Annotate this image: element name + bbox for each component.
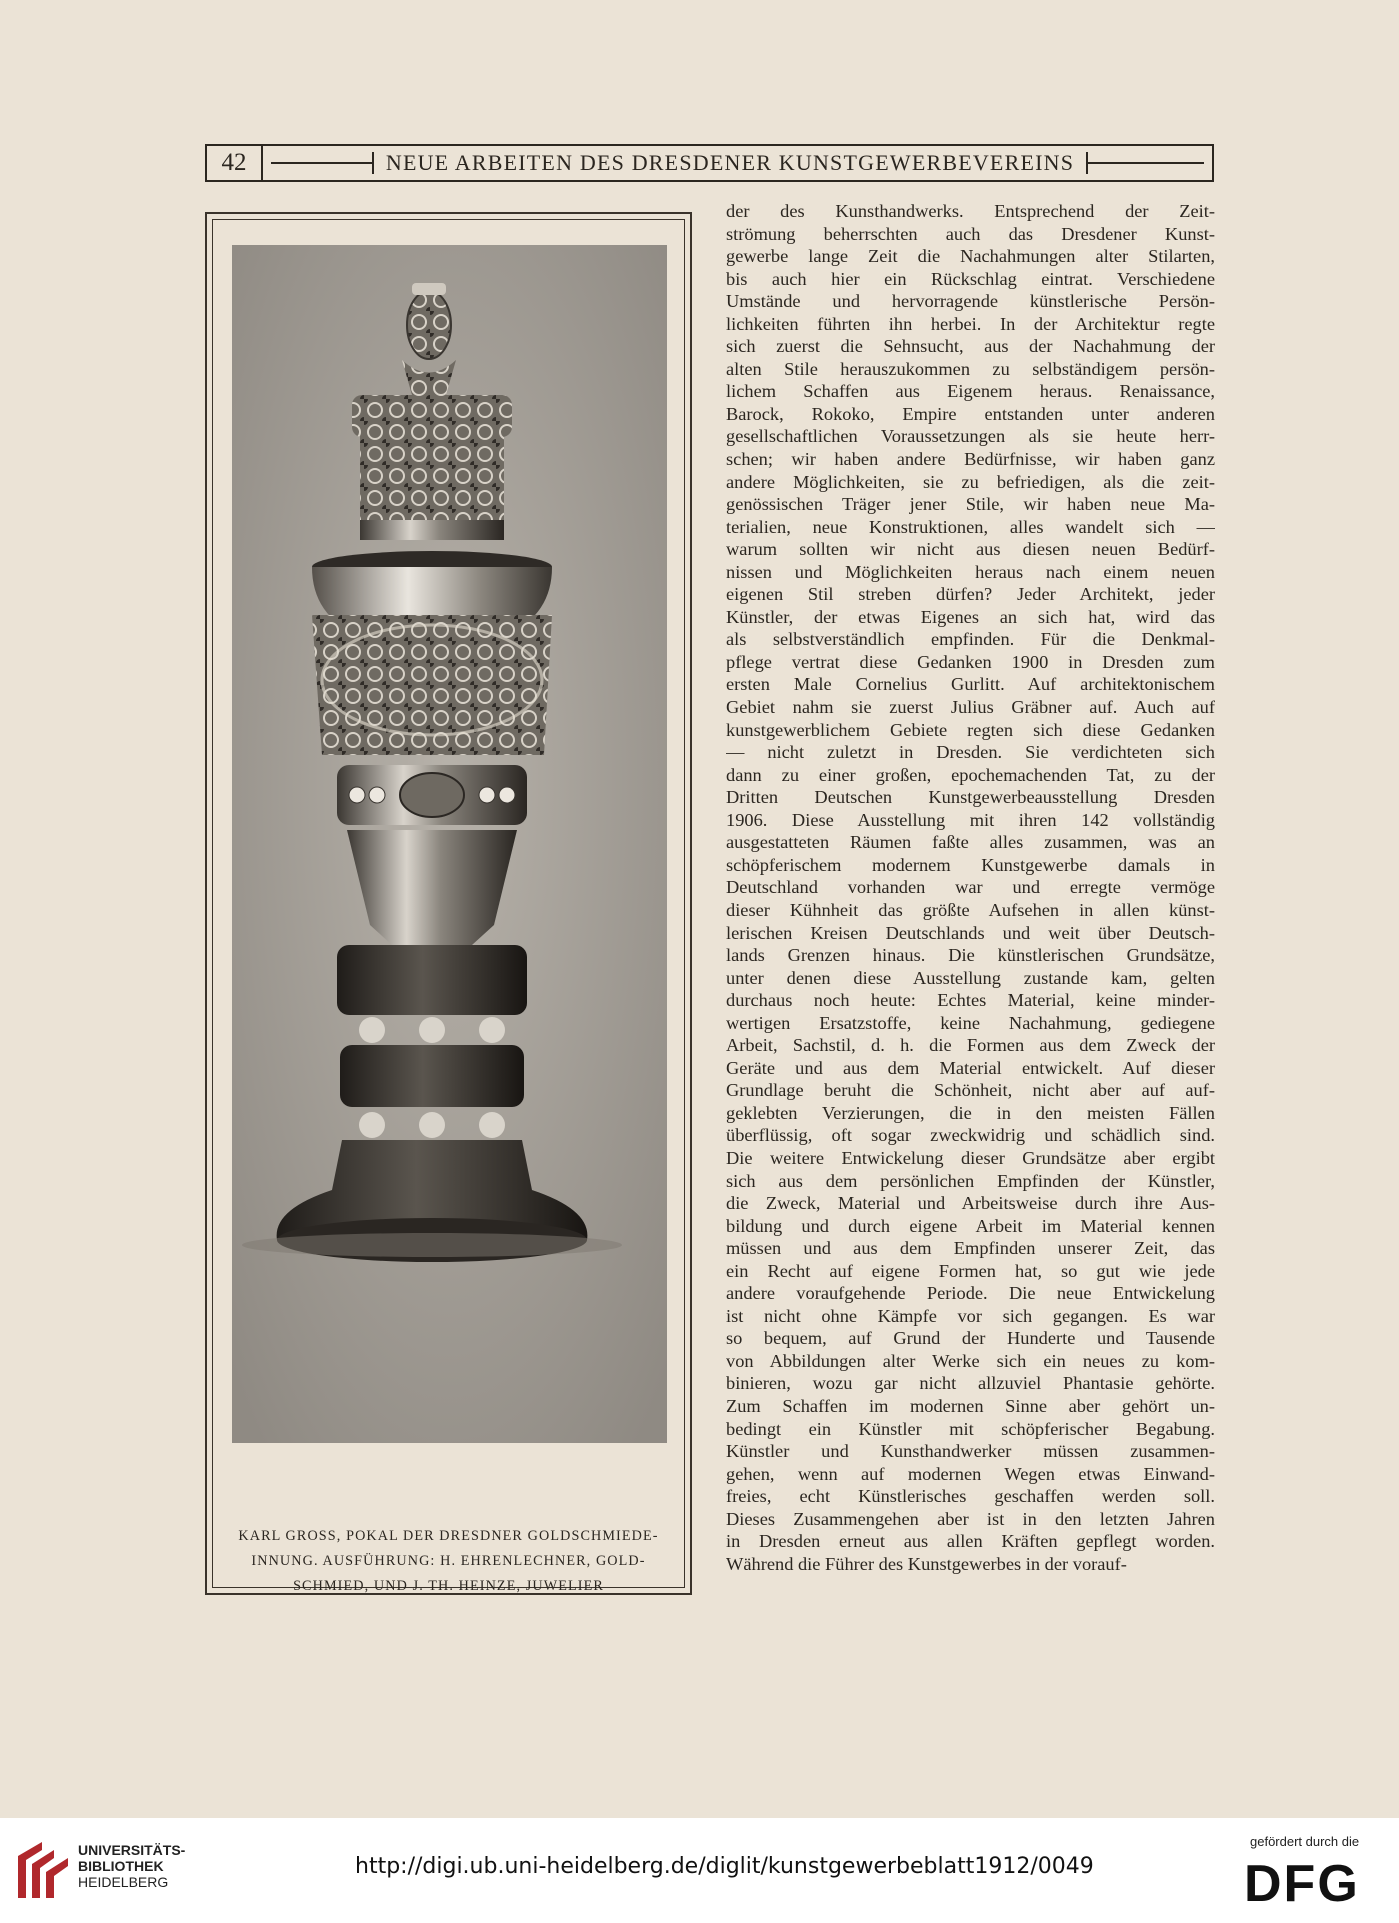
body-text-line: — nicht zuletzt in Dresden. Sie verdichteten sich (726, 742, 1215, 763)
body-text-line: geklebten Verzierungen, die in den meisten Fällen (726, 1102, 1215, 1123)
body-text-line: ist nicht ohne Kämpfe vor sich gegangen. Es war (726, 1305, 1215, 1326)
body-text-line: Arbeit, Sachstil, d. h. die Formen aus dem Zweck der (726, 1035, 1215, 1056)
body-text-line: in Dresden erneut aus allen Kräften gepflegt worden. (726, 1531, 1215, 1552)
body-text-line: dann zu einer großen, epochemachenden Tat, zu der (726, 764, 1215, 785)
figure-caption (215, 1524, 682, 1599)
body-text-line: schöpferischem modernem Kunstgewerbe damals in (726, 854, 1215, 875)
body-text-line: Die weitere Entwickelung dieser Grundsätze aber ergibt (726, 1147, 1215, 1168)
library-line: UNIVERSITÄTS- (78, 1842, 186, 1858)
library-line: BIBLIOTHEK (78, 1858, 164, 1874)
body-text-line: ausgestatteten Räumen faßte alles zusammen, was an (726, 832, 1215, 853)
body-text-line: müssen und aus dem Empfinden unserer Zeit, das (726, 1238, 1215, 1259)
body-text-line: überflüssig, oft sogar zweckwidrig und schädlich sind. (726, 1125, 1215, 1146)
body-text-line: Dieses Zusammengehen aber ist in den letzten Jahren (726, 1508, 1215, 1529)
body-text-line: terialien, neue Konstruktionen, alles wandelt sich — (726, 516, 1215, 537)
body-text-line: schen; wir haben andere Bedürfnisse, wir haben ganz (726, 449, 1215, 470)
body-text-line: wertigen Ersatzstoffe, keine Nachahmung, gediegene (726, 1012, 1215, 1033)
header-title: NEUE ARBEITEN DES DRESDENER KUNSTGEWERBEVEREINS (385, 150, 1075, 175)
body-text-line: ersten Male Cornelius Gurlitt. Auf architektonischem (726, 674, 1215, 695)
body-text-line: lands Grenzen hinaus. Die künstlerischen Grundsätze, (726, 945, 1215, 966)
caption-line: SCHMIED, UND J. TH. HEINZE, JUWELIER (293, 1578, 604, 1594)
body-text-line: warum sollten wir nicht aus diesen neuen Bedürf- (726, 539, 1215, 560)
goblet-illustration (232, 245, 667, 1443)
body-text-line: dieser Kühnheit das größte Aufsehen in allen künst- (726, 899, 1215, 920)
body-text-line: gehen, wenn auf modernen Wegen etwas Einwand- (726, 1463, 1215, 1484)
body-text-line: als selbstverständlich empfinden. Für die Denkmal- (726, 629, 1215, 650)
body-text-line: gewerbe lange Zeit die Nachahmungen alter Stilarten, (726, 246, 1215, 267)
header-rule-left (271, 162, 374, 164)
body-text-line: Künstler und Kunsthandwerker müssen zusammen- (726, 1441, 1215, 1462)
body-text-line: bis auch hier ein Rückschlag eintrat. Verschiedene (726, 268, 1215, 289)
body-text-line: alten Stile herauszukommen zu selbständigem persön- (726, 358, 1215, 379)
body-text-line: sich zuerst die Sehnsucht, aus der Nachahmung der (726, 336, 1215, 357)
body-text-line: genössischen Träger jener Stile, wir haben neue Ma- (726, 494, 1215, 515)
digitization-footer (0, 1818, 1399, 1923)
body-text-line: unter denen diese Ausstellung zustande kam, gelten (726, 967, 1215, 988)
university-library-logo-icon (14, 1838, 72, 1902)
body-text-line: durchaus noch heute: Echtes Material, keine minder- (726, 990, 1215, 1011)
body-text-line: andere Möglichkeiten, sie zu befriedigen, als die zeit- (726, 471, 1215, 492)
dfg-logo: DFG (1244, 1855, 1360, 1913)
university-library-name (78, 1842, 185, 1890)
body-text-line: Künstler, der etwas Eigenes an sich hat, wird das (726, 606, 1215, 627)
body-text-line: bedingt ein Künstler mit schöpferischer Begabung. (726, 1418, 1215, 1439)
header-rule-right (1086, 162, 1204, 164)
body-text-line: sich aus dem persönlichen Empfinden der Künstler, (726, 1170, 1215, 1191)
body-text-line: lichkeiten führten ihn herbei. In der Architektur regte (726, 313, 1215, 334)
body-text-line: Dritten Deutschen Kunstgewerbeausstellung Dresden (726, 787, 1215, 808)
page-number: 42 (207, 146, 263, 180)
body-text-line: der des Kunsthandwerks. Entsprechend der Zeit- (726, 201, 1215, 221)
body-text-line: Während die Führer des Kunstgewerbes in der vorauf- (726, 1553, 1127, 1574)
body-text-line: kunstgewerblichem Gebiete regten sich diese Gedanken (726, 719, 1215, 740)
goblet-photograph (232, 245, 667, 1443)
body-text-line: Umstände und hervorragende künstlerische Persön- (726, 291, 1215, 312)
caption-line: INNUNG. AUSFÜHRUNG: H. EHRENLECHNER, GOLD- (251, 1553, 646, 1569)
body-text-line: von Abbildungen alter Werke sich ein neues zu kom- (726, 1350, 1215, 1371)
body-text-line: Deutschland vorhanden war und erregte vermöge (726, 877, 1215, 898)
body-text-line: lerischen Kreisen Deutschlands und weit über Deutsch- (726, 922, 1215, 943)
body-text-line: andere voraufgehende Periode. Die neue Entwickelung (726, 1283, 1215, 1304)
body-text-line: ein Recht auf eigene Formen hat, so gut wie jede (726, 1260, 1215, 1281)
digitization-url[interactable]: http://digi.ub.uni-heidelberg.de/diglit/kunstgewerbeblatt1912/0049 (355, 1854, 1094, 1879)
body-text-line: strömung beherrschten auch das Dresdener Kunst- (726, 223, 1215, 244)
body-text-line: binieren, wozu gar nicht allzuviel Phantasie gehörte. (726, 1373, 1215, 1394)
caption-line: KARL GROSS, POKAL DER DRESDNER GOLDSCHMIEDE- (238, 1528, 659, 1544)
body-text-line: nissen und Möglichkeiten heraus nach einem neuen (726, 561, 1215, 582)
body-text-line: so bequem, auf Grund der Hunderte und Tausende (726, 1328, 1215, 1349)
body-text-line: Gebiet nahm sie zuerst Julius Gräbner auf. Auch auf (726, 697, 1215, 718)
body-text-line: pflege vertrat diese Gedanken 1900 in Dresden zum (726, 651, 1215, 672)
funder-note: gefördert durch die (1250, 1834, 1360, 1849)
body-text-line: Barock, Rokoko, Empire entstanden unter anderen (726, 403, 1215, 424)
body-text-line: freies, echt Künstlerisches geschaffen werden soll. (726, 1486, 1215, 1507)
body-text-column (726, 200, 1215, 1575)
body-text-line: eigenen Stil streben dürfen? Jeder Architekt, jeder (726, 584, 1215, 605)
library-line: HEIDELBERG (78, 1874, 169, 1890)
body-text-line: lichem Schaffen aus Eigenem heraus. Renaissance, (726, 381, 1215, 402)
body-text-line: Geräte und aus dem Material entwickelt. Auf dieser (726, 1057, 1215, 1078)
body-text-line: die Zweck, Material und Arbeitsweise durch ihre Aus- (726, 1193, 1215, 1214)
body-text-line: Grundlage beruht die Schönheit, nicht aber auf auf- (726, 1080, 1215, 1101)
body-text-line: gesellschaftlichen Voraussetzungen als sie heute herr- (726, 426, 1215, 447)
body-text-line: 1906. Diese Ausstellung mit ihren 142 vollständig (726, 809, 1215, 830)
running-header (205, 144, 1214, 182)
body-text-line: bildung und durch eigene Arbeit im Material kennen (726, 1215, 1215, 1236)
figure-frame (205, 212, 692, 1595)
body-text-line: Zum Schaffen im modernen Sinne aber gehört un- (726, 1395, 1215, 1416)
